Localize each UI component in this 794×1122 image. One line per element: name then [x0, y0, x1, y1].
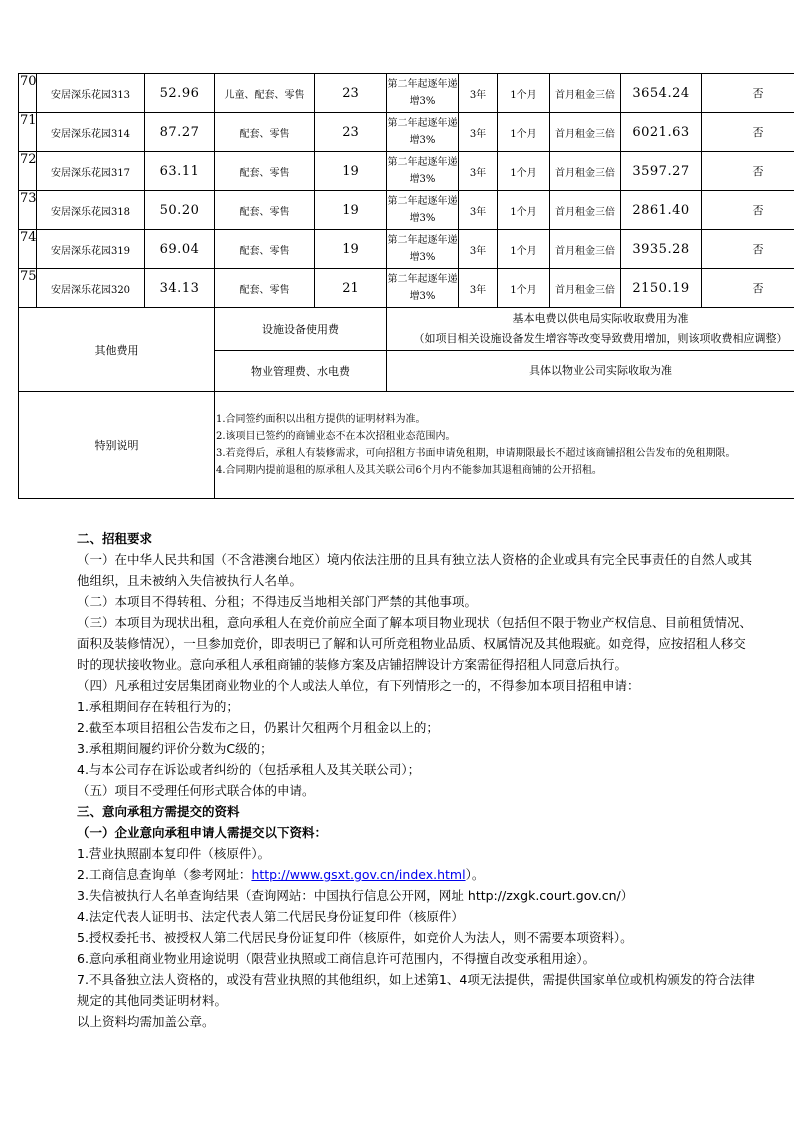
row-index-cell: 73: [19, 191, 37, 230]
table-row: [19, 191, 794, 230]
rent-increase-cell: 第二年起逐年递增3%: [387, 191, 459, 230]
special-note: 4.合同期内提前退租的原承租人及其关联公司6个月内不能参加其退租商铺的公开招租。: [216, 465, 602, 476]
special-note: 1.合同签约面积以出租方提供的证明材料为准。: [216, 414, 426, 425]
table-row: [19, 152, 794, 191]
item-text: ）。: [465, 867, 485, 882]
paragraph: （三）本项目为现状出租，意向承租人在竞价前应全面了解本项目物业现状（包括但不限于物业产权信息、目前租赁情况、面积及装修情况），一旦参加竞价，即表明已了解和认可所竞租物业品质、权属情况及其他瑕疵。如竞得，应按招租人移交时的现状接收物业。意向承租人承租商铺的装修方案及店铺招牌设计方案需征得招租人同意后执行。: [77, 615, 753, 672]
facility-fee-line-1: 基本电费以供电局实际收取费用为准: [512, 312, 689, 325]
payment-cycle-cell: 1个月: [498, 113, 550, 152]
gsxt-link[interactable]: http://www.gsxt.gov.cn/index.html: [251, 867, 466, 882]
lease-term-cell: 3年: [459, 269, 498, 308]
flag-cell: 否: [702, 113, 794, 152]
flag-cell: 否: [702, 230, 794, 269]
rent-increase-cell: 第二年起逐年递增3%: [387, 152, 459, 191]
section-heading: 三、意向承租方需提交的资料: [77, 804, 240, 819]
row-index-cell: 74: [19, 230, 37, 269]
flag-cell: 否: [702, 191, 794, 230]
special-notes-label: 特别说明: [19, 392, 215, 499]
area-cell: 50.20: [145, 191, 215, 230]
business-type-cell: 配套、零售: [215, 113, 315, 152]
row-index-cell: 71: [19, 113, 37, 152]
business-type-cell: 配套、零售: [215, 152, 315, 191]
rent-increase-cell: 第二年起逐年递增3%: [387, 113, 459, 152]
payment-cycle-cell: 1个月: [498, 230, 550, 269]
payment-cycle-cell: 1个月: [498, 152, 550, 191]
free-period-cell: 19: [315, 152, 387, 191]
shop-name-cell: 安居深乐花园314: [37, 113, 145, 152]
deposit-cell: 首月租金三倍: [550, 269, 621, 308]
list-item: 1.承租期间存在转租行为的；: [77, 699, 239, 714]
list-item: 7.不具备独立法人资格的，或没有营业执照的其他组织，如上述第1、4项无法提供，需提供国家单位或机构颁发的符合法律规定的其他同类证明材料。: [77, 972, 755, 1008]
free-period-cell: 19: [315, 230, 387, 269]
shop-name-cell: 安居深乐花园313: [37, 74, 145, 113]
list-item: 4.法定代表人证明书、法定代表人第二代居民身份证复印件（核原件）: [77, 909, 464, 924]
table-row: [19, 269, 794, 308]
area-cell: 52.96: [145, 74, 215, 113]
area-cell: 69.04: [145, 230, 215, 269]
monthly-rent-cell: 3935.28: [621, 230, 702, 269]
list-item: 5.授权委托书、被授权人第二代居民身份证复印件（核原件，如竞价人为法人，则不需要本项资料）。: [77, 930, 633, 945]
special-note: 3.若竞得后，承租人有装修需求，可向招租方书面申请免租期，申请期限最长不超过该商铺招租公告发布的免租期限。: [216, 448, 736, 459]
shop-name-cell: 安居深乐花园320: [37, 269, 145, 308]
area-cell: 63.11: [145, 152, 215, 191]
list-item: 3.承租期间履约评价分数为C级的；: [77, 741, 273, 756]
free-period-cell: 23: [315, 74, 387, 113]
row-index-cell: 72: [19, 152, 37, 191]
table-row: [19, 230, 794, 269]
deposit-cell: 首月租金三倍: [550, 152, 621, 191]
property-fee-value: 具体以物业公司实际收取为准: [387, 351, 794, 392]
document-body: [77, 528, 757, 1032]
business-type-cell: 儿童、配套、零售: [215, 74, 315, 113]
monthly-rent-cell: 3654.24: [621, 74, 702, 113]
row-index-cell: 70: [19, 74, 37, 113]
sub-heading: （一）企业意向承租申请人需提交以下资料：: [77, 825, 328, 840]
list-item: [77, 864, 757, 885]
list-item: 1.营业执照副本复印件（核原件）。: [77, 846, 271, 861]
facility-fee-label: 设施设备使用费: [215, 308, 387, 351]
rent-increase-cell: 第二年起逐年递增3%: [387, 269, 459, 308]
monthly-rent-cell: 2861.40: [621, 191, 702, 230]
payment-cycle-cell: 1个月: [498, 269, 550, 308]
flag-cell: 否: [702, 152, 794, 191]
shop-name-cell: 安居深乐花园319: [37, 230, 145, 269]
lease-term-cell: 3年: [459, 191, 498, 230]
paragraph: （四）凡承租过安居集团商业物业的个人或法人单位，有下列情形之一的，不得参加本项目招租申请：: [77, 678, 640, 693]
lease-term-cell: 3年: [459, 230, 498, 269]
monthly-rent-cell: 3597.27: [621, 152, 702, 191]
shop-name-cell: 安居深乐花园317: [37, 152, 145, 191]
monthly-rent-cell: 2150.19: [621, 269, 702, 308]
section-heading: 二、招租要求: [77, 531, 153, 546]
rent-increase-cell: 第二年起逐年递增3%: [387, 230, 459, 269]
lease-term-cell: 3年: [459, 152, 498, 191]
list-item: 2.截至本项目招租公告发布之日，仍累计欠租两个月租金以上的；: [77, 720, 439, 735]
flag-cell: 否: [702, 74, 794, 113]
deposit-cell: 首月租金三倍: [550, 74, 621, 113]
other-fees-label: 其他费用: [19, 308, 215, 392]
shop-name-cell: 安居深乐花园318: [37, 191, 145, 230]
flag-cell: 否: [702, 269, 794, 308]
area-cell: 34.13: [145, 269, 215, 308]
deposit-cell: 首月租金三倍: [550, 113, 621, 152]
paragraph: （五）项目不受理任何形式联合体的申请。: [77, 783, 315, 798]
facility-fee-line-2: （如项目相关设施设备发生增容等改变导致费用增加，则该项收费相应调整）: [413, 332, 788, 345]
rent-increase-cell: 第二年起逐年递增3%: [387, 74, 459, 113]
item-text: 2.工商信息查询单（参考网址：: [77, 867, 252, 882]
lease-term-cell: 3年: [459, 74, 498, 113]
special-notes: [215, 392, 794, 499]
list-item: 3.失信被执行人名单查询结果（查询网站：中国执行信息公开网，网址 http://zxgk.court.gov.cn/）: [77, 888, 634, 903]
special-note: 2.该项目已签约的商铺业态不在本次招租业态范围内。: [216, 431, 456, 442]
business-type-cell: 配套、零售: [215, 230, 315, 269]
table-row: [19, 113, 794, 152]
property-fee-label: 物业管理费、水电费: [215, 351, 387, 392]
table-row: [19, 74, 794, 113]
list-item: 4.与本公司存在诉讼或者纠纷的（包括承租人及其关联公司）；: [77, 762, 421, 777]
paragraph: （二）本项目不得转租、分租；不得违反当地相关部门严禁的其他事项。: [77, 594, 478, 609]
business-type-cell: 配套、零售: [215, 269, 315, 308]
list-item: 6.意向承租商业物业用途说明（限营业执照或工商信息许可范围内，不得擅自改变承租用途）。: [77, 951, 596, 966]
lease-term-cell: 3年: [459, 113, 498, 152]
free-period-cell: 21: [315, 269, 387, 308]
free-period-cell: 19: [315, 191, 387, 230]
rental-table: [18, 73, 794, 499]
payment-cycle-cell: 1个月: [498, 74, 550, 113]
deposit-cell: 首月租金三倍: [550, 230, 621, 269]
area-cell: 87.27: [145, 113, 215, 152]
monthly-rent-cell: 6021.63: [621, 113, 702, 152]
footer-note: 以上资料均需加盖公章。: [77, 1014, 215, 1029]
row-index-cell: 75: [19, 269, 37, 308]
paragraph: （一）在中华人民共和国（不含港澳台地区）境内依法注册的且具有独立法人资格的企业或具有完全民事责任的自然人或其他组织，且未被纳入失信被执行人名单。: [77, 552, 753, 588]
business-type-cell: 配套、零售: [215, 191, 315, 230]
deposit-cell: 首月租金三倍: [550, 191, 621, 230]
payment-cycle-cell: 1个月: [498, 191, 550, 230]
free-period-cell: 23: [315, 113, 387, 152]
facility-fee-value: [387, 308, 794, 351]
table-body: [19, 74, 794, 308]
